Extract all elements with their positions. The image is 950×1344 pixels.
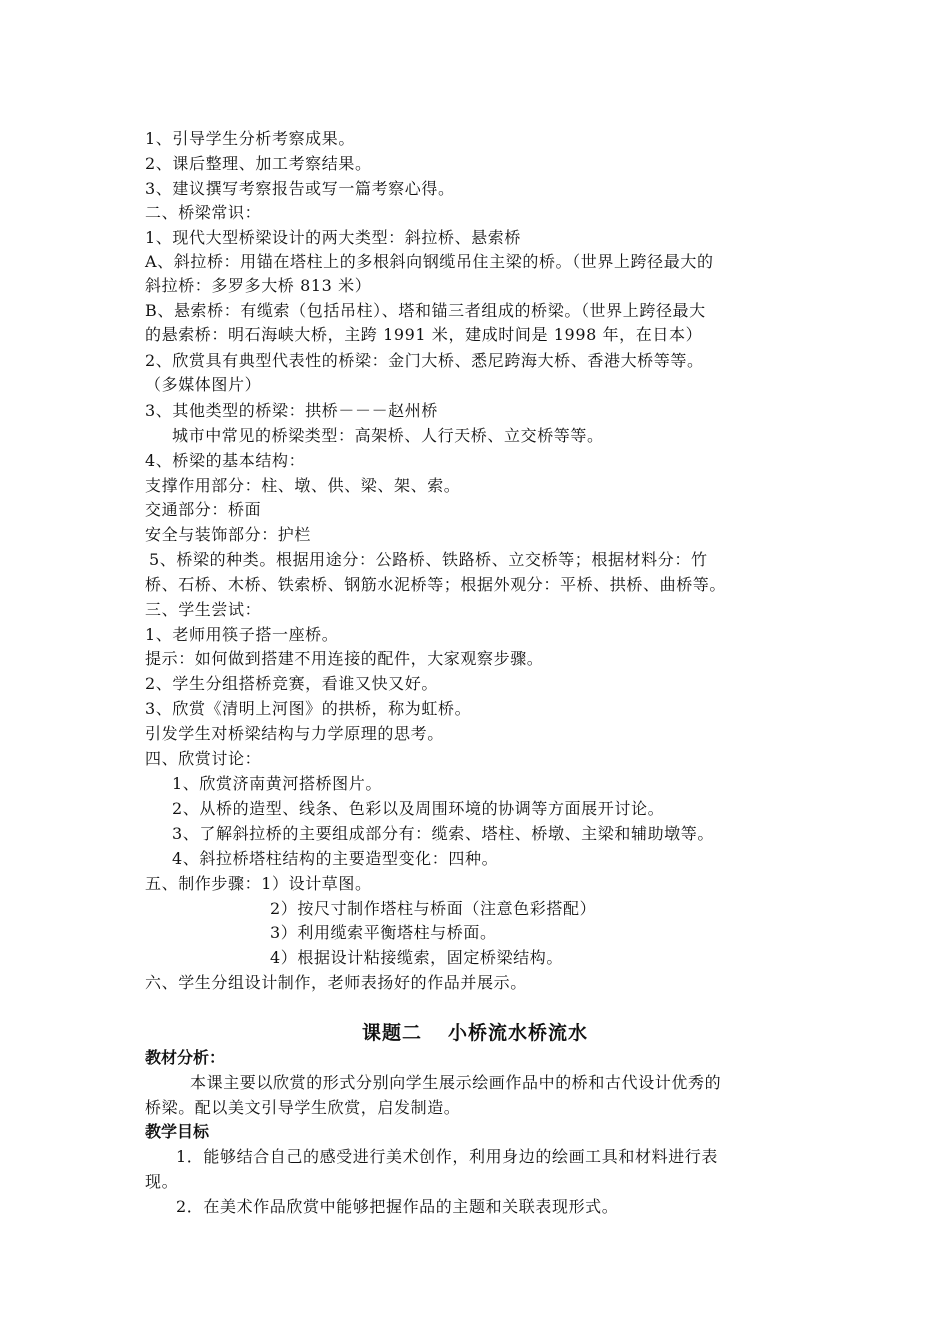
text-line: 本课主要以欣赏的形式分别向学生展示绘画作品中的桥和古代设计优秀的 [190,1073,722,1092]
text-line: 提示：如何做到搭建不用连接的配件，大家观察步骤。 [145,649,544,668]
text-line: 2）按尺寸制作塔柱与桥面（注意色彩搭配） [270,899,597,918]
lesson-title-number: 课题二 [361,1022,422,1044]
section-heading: 二、桥梁常识： [145,203,262,222]
section-heading: 五、制作步骤：1）设计草图。 [145,874,372,893]
lesson-title [0,1020,950,1046]
text-line: 桥、石桥、木桥、铁索桥、钢筋水泥桥等；根据外观分：平桥、拱桥、曲桥等。 [145,575,727,594]
goals-heading: 教学目标 [145,1122,210,1141]
text-line: 1、欣赏济南黄河搭桥图片。 [172,774,382,793]
text-line: 的悬索桥：明石海峡大桥，主跨 1991 米，建成时间是 1998 年，在日本） [145,325,703,344]
text-line: 4、桥梁的基本结构： [145,451,306,470]
text-line: 3、建议撰写考察报告或写一篇考察心得。 [145,179,455,198]
text-line: 斜拉桥：多罗多大桥 813 米） [145,276,372,295]
section-heading: 六、学生分组设计制作，老师表扬好的作品并展示。 [145,973,527,992]
text-line: 3、欣赏《清明上河图》的拱桥，称为虹桥。 [145,699,472,718]
text-line: A、斜拉桥：用锚在塔柱上的多根斜向钢缆吊住主梁的桥。（世界上跨径最大的 [145,252,714,271]
section-heading: 四、欣赏讨论： [145,749,262,768]
text-line: 4、斜拉桥塔柱结构的主要造型变化：四种。 [172,849,499,868]
text-line: 交通部分：桥面 [145,500,262,519]
text-line: 3、了解斜拉桥的主要组成部分有：缆索、塔柱、桥墩、主梁和辅助墩等。 [172,824,714,843]
text-line: 2、学生分组搭桥竞赛，看谁又快又好。 [145,674,438,693]
text-line: 现。 [145,1172,179,1191]
text-line: 5、桥梁的种类。根据用途分：公路桥、铁路桥、立交桥等；根据材料分：竹 [149,550,708,569]
text-line: （多媒体图片） [145,375,262,394]
text-line: 3、其他类型的桥梁：拱桥－－－赵州桥 [145,401,438,420]
text-line: 支撑作用部分：柱、墩、供、梁、架、索。 [145,476,461,495]
lesson-title-name: 小桥流水桥流水 [448,1022,589,1044]
text-line: 2．在美术作品欣赏中能够把握作品的主题和关联表现形式。 [176,1197,619,1216]
text-line: 1、现代大型桥梁设计的两大类型：斜拉桥、悬索桥 [145,228,521,247]
text-line: B、悬索桥：有缆索（包括吊柱）、塔和锚三者组成的桥梁。（世界上跨径最大 [145,301,706,320]
text-line: 引发学生对桥梁结构与力学原理的思考。 [145,724,444,743]
text-line: 城市中常见的桥梁类型：高架桥、人行天桥、立交桥等等。 [172,426,604,445]
text-line: 1．能够结合自己的感受进行美术创作，利用身边的绘画工具和材料进行表 [176,1147,718,1166]
text-line: 1、引导学生分析考察成果。 [145,129,355,148]
text-line: 2、从桥的造型、线条、色彩以及周围环境的协调等方面展开讨论。 [172,799,665,818]
text-line: 2、课后整理、加工考察结果。 [145,154,372,173]
text-line: 1、老师用筷子搭一座桥。 [145,625,339,644]
text-line: 2、欣赏具有典型代表性的桥梁：金门大桥、悉尼跨海大桥、香港大桥等等。 [145,351,704,370]
section-heading: 三、学生尝试： [145,600,262,619]
analysis-heading: 教材分析： [145,1048,226,1067]
text-line: 3）利用缆索平衡塔柱与桥面。 [270,923,497,942]
text-line: 桥梁。配以美文引导学生欣赏，启发制造。 [145,1098,461,1117]
text-line: 安全与装饰部分：护栏 [145,525,312,544]
text-line: 4）根据设计粘接缆索，固定桥梁结构。 [270,948,563,967]
